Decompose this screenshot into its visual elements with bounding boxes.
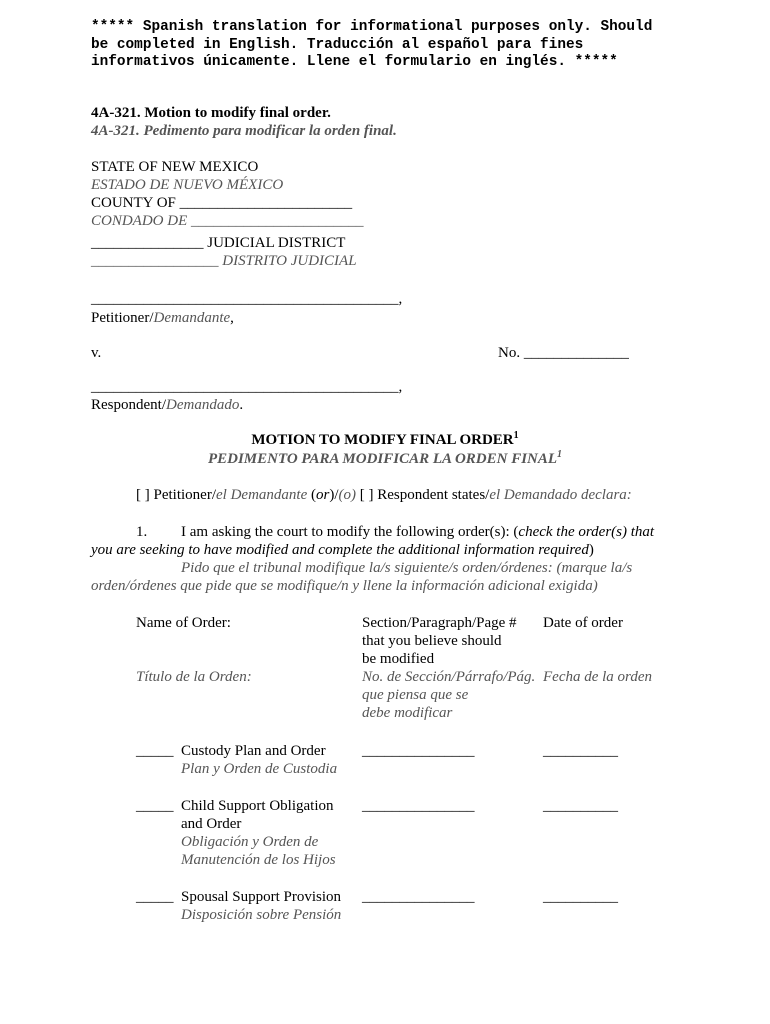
versus-label: v. [91, 345, 102, 361]
translation-notice-line-2: be completed in English. Traducción al español para fines [91, 36, 584, 53]
order-name-spousal-support-spanish: Disposición sobre Pensión [181, 907, 342, 923]
item-1-text-spanish-cont: orden/órdenes que pide que se modifique/n y llene la información adicional exigida) [91, 578, 598, 594]
translation-notice [91, 19, 652, 72]
respondent-checkbox[interactable]: [ ] [356, 487, 374, 503]
order-date-custody[interactable]: __________ [543, 743, 618, 759]
order-name-child-support-spanish-cont: Manutención de los Hijos [181, 852, 336, 868]
party-statement: [ ] Petitioner/el Demandante (or)/(o) [ ] Respondent states/el Demandado declara: [136, 487, 632, 503]
petitioner-label: Petitioner/Demandante, [91, 310, 234, 326]
order-check-custody[interactable]: _____ [136, 743, 174, 759]
order-name-child-support-cont: and Order [181, 816, 242, 832]
order-name-custody-spanish: Plan y Orden de Custodia [181, 761, 338, 777]
judicial-district-field-spanish: _________________ DISTRITO JUDICIAL [91, 253, 357, 269]
header-section-spanish: No. de Sección/Párrafo/Pág. que piensa que se debe modificar [362, 669, 536, 721]
header-section: Section/Paragraph/Page # that you believe should be modified [362, 615, 517, 667]
order-check-spousal-support[interactable]: _____ [136, 889, 174, 905]
footnote-marker: 1 [557, 449, 563, 460]
rule-title-spanish: 4A-321. Pedimento para modificar la orden final. [91, 123, 397, 139]
document-title-spanish: PEDIMENTO PARA MODIFICAR LA ORDEN FINAL$^1$ [207, 449, 563, 467]
respondent-label: Respondent/Demandado. [91, 397, 244, 413]
order-date-child-support[interactable]: __________ [543, 798, 618, 814]
rule-title: 4A-321. Motion to modify final order. [91, 105, 331, 121]
respondent-name-line[interactable]: _________________________________________, [91, 379, 403, 395]
order-name-child-support-spanish: Obligación y Orden de [181, 834, 319, 850]
order-name-spousal-support: Spousal Support Provision [181, 889, 342, 905]
header-name-of-order-spanish: Título de la Orden: [136, 669, 252, 685]
county-field[interactable]: COUNTY OF _______________________ [91, 195, 353, 211]
state-label: STATE OF NEW MEXICO [91, 159, 259, 175]
order-section-custody[interactable]: _______________ [362, 743, 475, 759]
order-section-spousal-support[interactable]: _______________ [362, 889, 475, 905]
header-name-of-order: Name of Order: [136, 615, 231, 631]
case-number-field[interactable]: No. ______________ [498, 345, 629, 361]
item-1-text-spanish: Pido que el tribunal modifique la/s siguiente/s orden/órdenes: (marque la/s [181, 560, 633, 576]
petitioner-name-line[interactable]: _________________________________________, [91, 291, 403, 307]
item-1-text: I am asking the court to modify the following order(s): (check the order(s) that [181, 524, 655, 540]
document-title: MOTION TO MODIFY FINAL ORDER$^1$ [251, 430, 519, 448]
translation-notice-line-1: ***** Spanish translation for informational purposes only. Should [91, 19, 653, 35]
state-label-spanish: ESTADO DE NUEVO MÉXICO [91, 177, 284, 193]
item-1-text-cont: you are seeking to have modified and complete the additional information required) [91, 542, 594, 558]
petitioner-checkbox[interactable]: [ ] [136, 487, 150, 503]
judicial-district-field[interactable]: _______________ JUDICIAL DISTRICT [91, 235, 346, 251]
header-date-of-order-spanish: Fecha de la orden [543, 669, 652, 685]
order-section-child-support[interactable]: _______________ [362, 798, 475, 814]
translation-notice-line-3: informativos únicamente. Llene el formulario en inglés. ***** [91, 54, 618, 70]
header-date-of-order: Date of order [543, 615, 623, 631]
county-field-spanish: CONDADO DE _______________________ [91, 213, 364, 229]
item-1-number: 1. [136, 524, 148, 540]
order-name-custody: Custody Plan and Order [181, 743, 326, 759]
order-check-child-support[interactable]: _____ [136, 798, 174, 814]
footnote-marker: 1 [513, 430, 519, 441]
order-date-spousal-support[interactable]: __________ [543, 889, 618, 905]
order-name-child-support: Child Support Obligation [181, 798, 334, 814]
